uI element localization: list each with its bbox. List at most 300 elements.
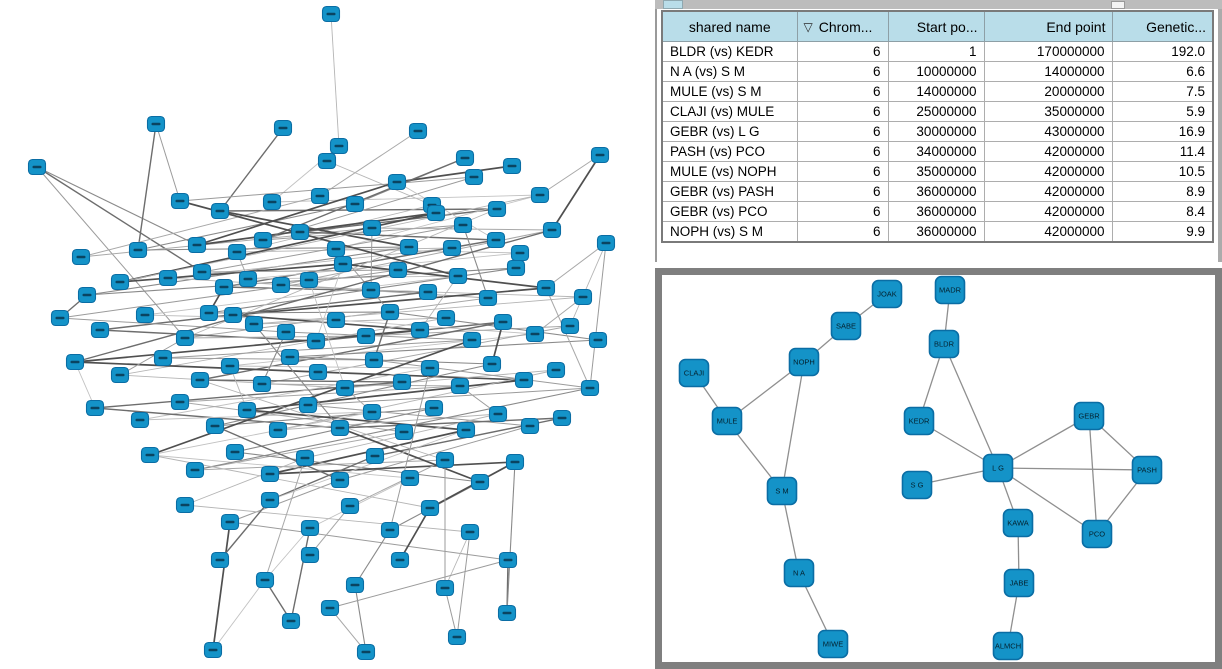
- network-node[interactable]: [225, 308, 242, 323]
- node-label-smudge: [351, 203, 360, 205]
- cell-value: 170000000: [984, 42, 1112, 62]
- network-node[interactable]: [527, 327, 544, 342]
- network-node[interactable]: [282, 350, 299, 365]
- graph-node-BLDR[interactable]: [930, 331, 959, 358]
- node-label-smudge: [209, 649, 218, 651]
- network-node[interactable]: [148, 117, 165, 132]
- network-node[interactable]: [512, 246, 529, 261]
- network-node[interactable]: [401, 240, 418, 255]
- node-label-smudge: [512, 267, 521, 269]
- network-node[interactable]: [300, 398, 317, 413]
- network-node[interactable]: [347, 578, 364, 593]
- network-edge: [290, 357, 492, 364]
- table-row[interactable]: [662, 162, 1213, 182]
- graph-node-PCO[interactable]: [1083, 521, 1112, 548]
- window-frame-right: [1218, 9, 1222, 262]
- network-node[interactable]: [412, 323, 429, 338]
- node-label-smudge: [229, 314, 238, 316]
- graph-node-CLAJI[interactable]: [680, 360, 709, 387]
- graph-node-MADR[interactable]: [936, 277, 965, 304]
- network-node[interactable]: [437, 453, 454, 468]
- network-node[interactable]: [394, 375, 411, 390]
- node-label-smudge: [426, 367, 435, 369]
- network-edge: [331, 14, 339, 146]
- network-node[interactable]: [29, 160, 46, 175]
- graph-node-label: BLDR: [933, 339, 955, 349]
- graph-node-label: KAWA: [1007, 518, 1029, 528]
- graph-node-JABE[interactable]: [1005, 570, 1034, 597]
- node-label-smudge: [362, 335, 371, 337]
- network-node[interactable]: [227, 445, 244, 460]
- column-header-2[interactable]: Start po...: [888, 11, 984, 42]
- network-node[interactable]: [522, 419, 539, 434]
- cell-value: 6: [797, 222, 888, 243]
- network-node[interactable]: [331, 139, 348, 154]
- cell-value: 6: [797, 82, 888, 102]
- network-node[interactable]: [449, 630, 466, 645]
- network-edge: [507, 462, 515, 613]
- network-node[interactable]: [466, 170, 483, 185]
- cell-value: 8.4: [1112, 202, 1213, 222]
- node-label-smudge: [282, 331, 291, 333]
- table-row[interactable]: [662, 182, 1213, 202]
- node-label-smudge: [586, 387, 595, 389]
- network-node[interactable]: [488, 233, 505, 248]
- network-node[interactable]: [177, 498, 194, 513]
- graph-node-label: JOAK: [877, 289, 897, 299]
- network-node[interactable]: [172, 395, 189, 410]
- network-node[interactable]: [455, 218, 472, 233]
- cell-shared-name: NOPH (vs) S M: [662, 222, 797, 243]
- network-node[interactable]: [177, 331, 194, 346]
- network-node[interactable]: [544, 223, 561, 238]
- node-label-smudge: [405, 246, 414, 248]
- network-node[interactable]: [363, 283, 380, 298]
- network-node[interactable]: [458, 423, 475, 438]
- cell-value: 14000000: [984, 62, 1112, 82]
- network-node[interactable]: [308, 334, 325, 349]
- network-node[interactable]: [538, 281, 555, 296]
- network-node[interactable]: [328, 313, 345, 328]
- network-node[interactable]: [472, 475, 489, 490]
- node-label-smudge: [244, 278, 253, 280]
- cell-value: 6: [797, 102, 888, 122]
- node-label-smudge: [326, 607, 335, 609]
- network-node[interactable]: [450, 269, 467, 284]
- cell-shared-name: BLDR (vs) KEDR: [662, 42, 797, 62]
- graph-node-NOPH[interactable]: [790, 349, 819, 376]
- graph-node-label: MULE: [716, 416, 738, 426]
- node-label-smudge: [312, 340, 321, 342]
- network-node[interactable]: [207, 419, 224, 434]
- network-node[interactable]: [358, 645, 375, 660]
- network-node[interactable]: [92, 323, 109, 338]
- network-node[interactable]: [73, 250, 90, 265]
- cell-value: 6: [797, 42, 888, 62]
- network-edge: [570, 243, 606, 326]
- cell-value: 6: [797, 142, 888, 162]
- graph-node-KAWA[interactable]: [1004, 510, 1033, 537]
- node-label-smudge: [414, 130, 423, 132]
- network-edge: [156, 124, 180, 201]
- network-node[interactable]: [389, 175, 406, 190]
- node-label-smudge: [146, 454, 155, 456]
- node-label-smudge: [499, 321, 508, 323]
- node-label-smudge: [542, 287, 551, 289]
- node-label-smudge: [216, 559, 225, 561]
- network-node[interactable]: [137, 308, 154, 323]
- network-node[interactable]: [172, 194, 189, 209]
- node-label-smudge: [511, 461, 520, 463]
- network-node[interactable]: [187, 463, 204, 478]
- node-label-smudge: [198, 271, 207, 273]
- cell-value: 6.6: [1112, 62, 1213, 82]
- node-label-smudge: [424, 291, 433, 293]
- cell-value: 11.4: [1112, 142, 1213, 162]
- network-node[interactable]: [310, 365, 327, 380]
- network-node[interactable]: [499, 606, 516, 621]
- network-node[interactable]: [130, 243, 147, 258]
- network-node[interactable]: [312, 189, 329, 204]
- table-row[interactable]: [662, 42, 1213, 62]
- graph-node-label: N A: [792, 568, 806, 578]
- node-label-smudge: [526, 425, 535, 427]
- network-node[interactable]: [160, 271, 177, 286]
- network-node[interactable]: [302, 548, 319, 563]
- network-node[interactable]: [562, 319, 579, 334]
- network-node[interactable]: [582, 381, 599, 396]
- network-edge: [355, 585, 366, 652]
- graph-node-label: S G: [910, 480, 924, 490]
- network-node[interactable]: [358, 329, 375, 344]
- node-label-smudge: [176, 200, 185, 202]
- graph-edge-GEBR-PCO: [1089, 416, 1097, 534]
- network-node[interactable]: [507, 455, 524, 470]
- network-node[interactable]: [504, 159, 521, 174]
- cell-value: 20000000: [984, 82, 1112, 102]
- node-label-smudge: [181, 337, 190, 339]
- cell-value: 8.9: [1112, 182, 1213, 202]
- scrollbar-fragment[interactable]: [1111, 1, 1125, 9]
- network-node[interactable]: [255, 233, 272, 248]
- cell-shared-name: GEBR (vs) L G: [662, 122, 797, 142]
- table-row[interactable]: [662, 222, 1213, 243]
- cell-value: 14000000: [888, 82, 984, 102]
- graph-node-MIWE[interactable]: [819, 631, 848, 658]
- network-node[interactable]: [216, 280, 233, 295]
- graph-node-label: L G: [992, 463, 1004, 473]
- node-label-smudge: [193, 244, 202, 246]
- node-label-smudge: [367, 289, 376, 291]
- network-node[interactable]: [464, 333, 481, 348]
- column-header-1[interactable]: ▽ Chrom...: [797, 11, 888, 42]
- network-node[interactable]: [364, 221, 381, 236]
- network-node[interactable]: [516, 373, 533, 388]
- node-label-smudge: [83, 294, 92, 296]
- network-node[interactable]: [319, 154, 336, 169]
- node-label-smudge: [430, 407, 439, 409]
- node-label-smudge: [432, 212, 441, 214]
- network-node[interactable]: [337, 381, 354, 396]
- network-node[interactable]: [275, 121, 292, 136]
- network-node[interactable]: [229, 245, 246, 260]
- network-node[interactable]: [192, 373, 209, 388]
- network-node[interactable]: [428, 206, 445, 221]
- cell-value: 42000000: [984, 162, 1112, 182]
- node-label-smudge: [77, 256, 86, 258]
- cell-value: 9.9: [1112, 222, 1213, 243]
- cell-value: 5.9: [1112, 102, 1213, 122]
- network-node[interactable]: [257, 573, 274, 588]
- cell-value: 36000000: [888, 182, 984, 202]
- network-node[interactable]: [382, 523, 399, 538]
- network-node[interactable]: [438, 311, 455, 326]
- node-label-smudge: [442, 317, 451, 319]
- network-node[interactable]: [367, 449, 384, 464]
- network-edge: [355, 530, 390, 585]
- cell-value: 42000000: [984, 222, 1112, 243]
- graph-node-MULE[interactable]: [713, 408, 742, 435]
- node-label-smudge: [368, 227, 377, 229]
- network-node[interactable]: [322, 601, 339, 616]
- network-edge: [290, 340, 598, 357]
- network-edge: [397, 166, 512, 182]
- node-label-smudge: [558, 417, 567, 419]
- node-label-smudge: [466, 531, 475, 533]
- network-edge: [552, 155, 600, 230]
- network-node[interactable]: [396, 425, 413, 440]
- network-node[interactable]: [67, 355, 84, 370]
- network-node[interactable]: [212, 553, 229, 568]
- network-node[interactable]: [212, 204, 229, 219]
- cell-value: 6: [797, 122, 888, 142]
- node-label-smudge: [96, 329, 105, 331]
- node-label-smudge: [250, 323, 259, 325]
- network-node[interactable]: [52, 311, 69, 326]
- node-label-smudge: [258, 383, 267, 385]
- network-edge: [230, 480, 340, 522]
- node-label-smudge: [301, 457, 310, 459]
- node-label-smudge: [493, 208, 502, 210]
- cell-shared-name: N A (vs) S M: [662, 62, 797, 82]
- network-node[interactable]: [335, 257, 352, 272]
- network-node[interactable]: [598, 236, 615, 251]
- network-node[interactable]: [201, 306, 218, 321]
- node-label-smudge: [268, 201, 277, 203]
- graph-node-NA[interactable]: [785, 560, 814, 587]
- node-label-smudge: [323, 160, 332, 162]
- cell-shared-name: MULE (vs) S M: [662, 82, 797, 102]
- network-node[interactable]: [240, 272, 257, 287]
- node-label-smudge: [266, 499, 275, 501]
- network-node[interactable]: [484, 357, 501, 372]
- table-row[interactable]: [662, 102, 1213, 122]
- network-node[interactable]: [575, 290, 592, 305]
- network-node[interactable]: [328, 242, 345, 257]
- network-node[interactable]: [402, 471, 419, 486]
- table-row[interactable]: [662, 82, 1213, 102]
- node-label-smudge: [233, 251, 242, 253]
- node-label-smudge: [548, 229, 557, 231]
- node-label-smudge: [116, 281, 125, 283]
- network-node[interactable]: [273, 278, 290, 293]
- network-node[interactable]: [420, 285, 437, 300]
- network-node[interactable]: [347, 197, 364, 212]
- network-node[interactable]: [452, 379, 469, 394]
- network-node[interactable]: [508, 261, 525, 276]
- graph-node-SM[interactable]: [768, 478, 797, 505]
- network-node[interactable]: [205, 643, 222, 658]
- network-node[interactable]: [495, 315, 512, 330]
- network-node[interactable]: [422, 501, 439, 516]
- graph-node-SABE[interactable]: [832, 313, 861, 340]
- node-label-smudge: [579, 296, 588, 298]
- node-label-smudge: [134, 249, 143, 251]
- edge-table-panel: [655, 0, 1222, 268]
- network-node[interactable]: [490, 407, 507, 422]
- graph-node-label: PCO: [1088, 529, 1106, 539]
- node-label-smudge: [279, 127, 288, 129]
- node-label-smudge: [226, 521, 235, 523]
- node-label-smudge: [306, 554, 315, 556]
- network-node[interactable]: [302, 521, 319, 536]
- network-node[interactable]: [332, 473, 349, 488]
- network-node[interactable]: [410, 124, 427, 139]
- table-row[interactable]: [662, 202, 1213, 222]
- cell-value: 42000000: [984, 142, 1112, 162]
- graph-node-ALMCH[interactable]: [994, 633, 1023, 660]
- network-node[interactable]: [264, 195, 281, 210]
- cell-shared-name: GEBR (vs) PCO: [662, 202, 797, 222]
- network-node[interactable]: [142, 448, 159, 463]
- node-label-smudge: [441, 587, 450, 589]
- node-label-smudge: [211, 425, 220, 427]
- network-node[interactable]: [437, 581, 454, 596]
- network-edge: [463, 225, 488, 298]
- node-label-smudge: [274, 429, 283, 431]
- network-node[interactable]: [292, 225, 309, 240]
- network-node[interactable]: [382, 305, 399, 320]
- network-node[interactable]: [112, 368, 129, 383]
- graph-node-KEDR[interactable]: [905, 408, 934, 435]
- network-node[interactable]: [189, 238, 206, 253]
- node-label-smudge: [327, 13, 336, 15]
- network-node[interactable]: [222, 515, 239, 530]
- node-label-smudge: [336, 479, 345, 481]
- node-label-smudge: [503, 612, 512, 614]
- tab-fragment: [663, 0, 683, 9]
- cell-value: 42000000: [984, 202, 1112, 222]
- network-edge: [291, 528, 310, 621]
- detail-network-canvas[interactable]: [662, 275, 1215, 662]
- filter-funnel-icon[interactable]: ▽: [803, 19, 813, 34]
- network-node[interactable]: [332, 421, 349, 436]
- network-node[interactable]: [590, 333, 607, 348]
- network-node[interactable]: [194, 265, 211, 280]
- network-node[interactable]: [480, 291, 497, 306]
- network-node[interactable]: [444, 241, 461, 256]
- network-node[interactable]: [548, 363, 565, 378]
- network-node[interactable]: [366, 353, 383, 368]
- network-node[interactable]: [246, 317, 263, 332]
- column-header-3[interactable]: End point: [984, 11, 1112, 42]
- network-node[interactable]: [554, 411, 571, 426]
- network-node[interactable]: [239, 403, 256, 418]
- network-node[interactable]: [500, 553, 517, 568]
- network-node[interactable]: [323, 7, 340, 22]
- network-node[interactable]: [132, 413, 149, 428]
- network-edge: [195, 460, 445, 470]
- network-node[interactable]: [457, 151, 474, 166]
- node-label-smudge: [339, 263, 348, 265]
- network-node[interactable]: [155, 351, 172, 366]
- network-node[interactable]: [426, 401, 443, 416]
- network-node[interactable]: [342, 499, 359, 514]
- node-label-smudge: [508, 165, 517, 167]
- node-label-smudge: [370, 359, 379, 361]
- node-label-smudge: [216, 210, 225, 212]
- network-node[interactable]: [262, 467, 279, 482]
- network-edge: [540, 155, 600, 195]
- graph-node-SG[interactable]: [903, 472, 932, 499]
- graph-node-LG[interactable]: [984, 455, 1013, 482]
- node-label-smudge: [396, 559, 405, 561]
- cell-value: 6: [797, 62, 888, 82]
- table-row[interactable]: [662, 62, 1213, 82]
- cell-value: 43000000: [984, 122, 1112, 142]
- node-label-smudge: [416, 329, 425, 331]
- network-node[interactable]: [301, 273, 318, 288]
- node-label-smudge: [400, 431, 409, 433]
- network-node[interactable]: [392, 553, 409, 568]
- network-node[interactable]: [364, 405, 381, 420]
- node-label-smudge: [231, 451, 240, 453]
- network-node[interactable]: [222, 359, 239, 374]
- graph-node-PASH[interactable]: [1133, 457, 1162, 484]
- network-node[interactable]: [87, 401, 104, 416]
- network-node[interactable]: [532, 188, 549, 203]
- network-node[interactable]: [422, 361, 439, 376]
- network-node[interactable]: [278, 325, 295, 340]
- network-node[interactable]: [462, 525, 479, 540]
- network-node[interactable]: [79, 288, 96, 303]
- graph-node-JOAK[interactable]: [873, 281, 902, 308]
- table-row[interactable]: [662, 122, 1213, 142]
- node-label-smudge: [531, 333, 540, 335]
- node-label-smudge: [136, 419, 145, 421]
- node-label-smudge: [164, 277, 173, 279]
- network-node[interactable]: [592, 148, 609, 163]
- column-header-4[interactable]: Genetic...: [1112, 11, 1213, 42]
- column-header-0[interactable]: shared name: [662, 11, 797, 42]
- network-node[interactable]: [112, 275, 129, 290]
- node-label-smudge: [516, 252, 525, 254]
- network-edge: [590, 243, 606, 388]
- node-label-smudge: [566, 325, 575, 327]
- network-node[interactable]: [262, 493, 279, 508]
- graph-node-GEBR[interactable]: [1075, 403, 1104, 430]
- network-node[interactable]: [489, 202, 506, 217]
- table-row[interactable]: [662, 142, 1213, 162]
- network-node[interactable]: [254, 377, 271, 392]
- node-label-smudge: [393, 181, 402, 183]
- node-label-smudge: [33, 166, 42, 168]
- network-node[interactable]: [297, 451, 314, 466]
- network-node[interactable]: [270, 423, 287, 438]
- network-node[interactable]: [390, 263, 407, 278]
- network-node[interactable]: [283, 614, 300, 629]
- node-label-smudge: [456, 385, 465, 387]
